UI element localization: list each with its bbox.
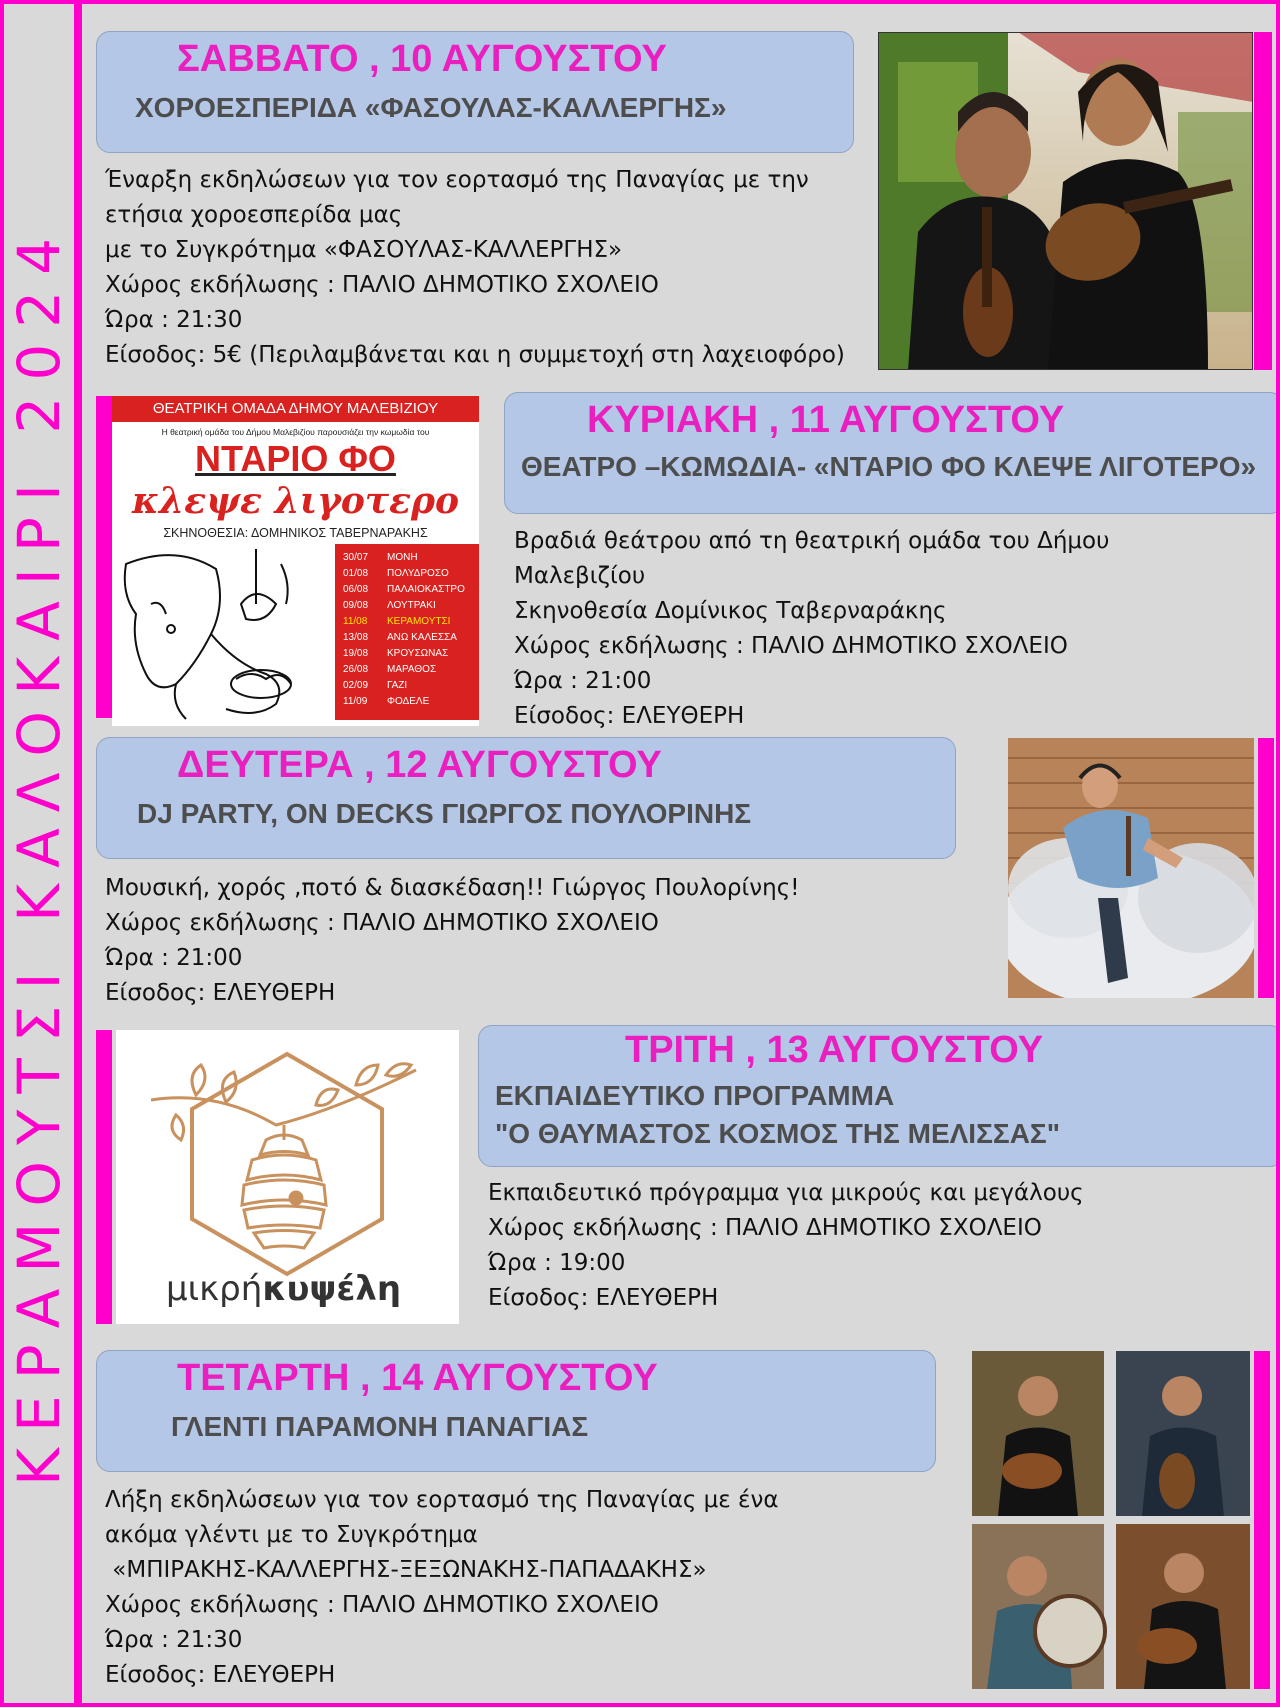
event-3-date: ΔΕΥΤΕΡΑ , 12 ΑΥΓΟΥΣΤΟΥ (177, 744, 662, 786)
side-divider (74, 4, 82, 1703)
side-title-panel (4, 4, 74, 1703)
event-5-detail-line: «ΜΠΙΡΑΚΗΣ-ΚΑΛΛΕΡΓΗΣ-ΞΕΞΩΝΑΚΗΣ-ΠΑΠΑΔΑΚΗΣ» (105, 1557, 707, 1583)
poster-header: ΘΕΑΤΡΙΚΗ ΟΜΑΔΑ ΔΗΜΟΥ ΜΑΛΕΒΙΖΙΟΥ (112, 396, 479, 422)
event-5-date: ΤΕΤΑΡΤΗ , 14 ΑΥΓΟΥΣΤΟΥ (177, 1357, 658, 1399)
event-5-title: ΓΛΕΝΤΙ ΠΑΡΑΜΟΝΗ ΠΑΝΑΓΙΑΣ (171, 1411, 589, 1442)
poster-schedule-place: ΜΟΝΗ (387, 552, 418, 563)
poster-schedule-row (335, 582, 479, 598)
event-3-title: DJ PARTY, ON DECKS ΓΙΩΡΓΟΣ ΠΟΥΛΟΡΙΝΗΣ (137, 798, 752, 829)
event-1-date: ΣΑΒΒΑΤΟ , 10 ΑΥΓΟΥΣΤΟΥ (177, 38, 667, 80)
poster-schedule-row (335, 598, 479, 614)
event-1-detail-line: ετήσια χοροεσπερίδα μας (105, 202, 403, 228)
event-2-date: ΚΥΡΙΑΚΗ , 11 ΑΥΓΟΥΣΤΟΥ (587, 399, 1065, 441)
event-1-detail-line: Ώρα : 21:30 (105, 307, 243, 333)
poster-title-line1: ΝΤΑΡΙΟ ΦΟ (195, 438, 396, 479)
poster-schedule-row (335, 662, 479, 678)
poster-schedule-date: 09/08 (343, 600, 369, 611)
event-2-detail-line: Μαλεβιζίου (514, 563, 646, 589)
event-5-accent-strip (1254, 1351, 1270, 1689)
poster-schedule-place: ΠΑΛΑΙΟΚΑΣΤΡΟ (387, 584, 465, 595)
event-5-detail-line: Ώρα : 21:30 (105, 1627, 243, 1653)
event-4-banner (478, 1025, 1280, 1167)
event-4-title-line1: ΕΚΠΑΙΔΕΥΤΙΚΟ ΠΡΟΓΡΑΜΜΑ (495, 1080, 895, 1111)
side-title: ΚΕΡΑΜΟΥΤΣΙ ΚΑΛΟΚΑΙΡΙ 2024 (5, 221, 73, 1487)
poster-schedule-date: 19/08 (343, 648, 369, 659)
poster-schedule-place: ΛΟΥΤΡΑΚΙ (387, 600, 436, 611)
event-2-detail-line: Ώρα : 21:00 (514, 668, 652, 694)
event-3-detail-line: Ώρα : 21:00 (105, 945, 243, 971)
poster-schedule-place: ΠΟΛΥΔΡΟΣΟ (387, 568, 449, 579)
poster-schedule-row (335, 646, 479, 662)
poster-schedule-place: ΜΑΡΑΘΟΣ (387, 664, 437, 675)
poster-intro: Η θεατρική ομάδα του Δήμου Μαλεβιζίου παρουσιάζει την κωμωδία του (161, 427, 430, 437)
poster-schedule-row (335, 614, 479, 630)
poster-schedule-row (335, 566, 479, 582)
poster-schedule-row (335, 550, 479, 566)
event-3-detail-line: Μουσική, χορός ,ποτό & διασκέδαση!! Γιώργος Πουλορίνης! (105, 875, 800, 901)
event-5-details (105, 1483, 779, 1693)
event-1-detail-line: Είσοδος: 5€ (Περιλαμβάνεται και η συμμετοχή στη λαχειοφόρο) (105, 342, 845, 368)
event-1-accent-strip (1254, 32, 1272, 370)
event-2-banner (504, 392, 1280, 514)
event-1-detail-line: Έναρξη εκδηλώσεων για τον εορτασμό της Παναγίας με την (105, 167, 809, 193)
event-1-detail-line: Χώρος εκδήλωσης : ΠΑΛΙΟ ΔΗΜΟΤΙΚΟ ΣΧΟΛΕΙΟ (105, 272, 659, 298)
poster-illustration (116, 544, 326, 724)
event-1-banner (96, 31, 854, 153)
event-1-detail-line: με το Συγκρότημα «ΦΑΣΟΥΛΑΣ-ΚΑΛΛΕΡΓΗΣ» (105, 237, 623, 263)
event-3-dj-photo (1008, 738, 1254, 998)
event-3-accent-strip (1258, 738, 1274, 998)
bee-logo-text: μικρήκυψέλη (166, 1269, 402, 1309)
poster-schedule-place: ΚΡΟΥΣΩΝΑΣ (387, 648, 449, 659)
event-2-detail-line: Σκηνοθεσία Δομίνικος Ταβερναράκης (514, 598, 947, 624)
event-2-details (514, 524, 1109, 734)
poster-schedule (335, 544, 479, 720)
poster-schedule-date: 11/08 (343, 616, 368, 627)
event-1-title: ΧΟΡΟΕΣΠΕΡΙΔΑ «ΦΑΣΟΥΛΑΣ-ΚΑΛΛΕΡΓΗΣ» (135, 92, 727, 123)
event-4-title-line2: "Ο ΘΑΥΜΑΣΤΟΣ ΚΟΣΜΟΣ ΤΗΣ ΜΕΛΙΣΣΑΣ" (495, 1118, 1060, 1149)
poster-schedule-date: 11/09 (343, 696, 368, 707)
event-2-detail-line: Χώρος εκδήλωσης : ΠΑΛΙΟ ΔΗΜΟΤΙΚΟ ΣΧΟΛΕΙΟ (514, 633, 1068, 659)
event-5-detail-line: ακόμα γλέντι με το Συγκρότημα (105, 1522, 478, 1548)
event-4-accent-strip (96, 1030, 112, 1324)
bee-logo (116, 1030, 459, 1324)
poster-director: ΣΚΗΝΟΘΕΣΙΑ: ΔΟΜΗΝΙΚΟΣ ΤΑΒΕΡΝΑΡΑΚΗΣ (163, 526, 428, 540)
event-3-detail-line: Χώρος εκδήλωσης : ΠΑΛΙΟ ΔΗΜΟΤΙΚΟ ΣΧΟΛΕΙΟ (105, 910, 659, 936)
event-3-details (105, 871, 799, 1011)
event-2-detail-line: Είσοδος: ΕΛΕΥΘΕΡΗ (514, 703, 745, 729)
event-5-banner (96, 1350, 936, 1472)
event-2-detail-line: Βραδιά θεάτρου από τη θεατρική ομάδα του Δήμου (514, 528, 1110, 554)
poster-schedule-date: 01/08 (343, 568, 369, 579)
event-3-banner (96, 737, 956, 859)
event-4-detail-line: Εκπαιδευτικό πρόγραμμα για μικρούς και μεγάλους (488, 1180, 1084, 1206)
event-2-accent-strip (96, 396, 112, 718)
poster-schedule-date: 06/08 (343, 584, 369, 595)
poster-schedule-place: ΓΑΖΙ (387, 680, 408, 691)
poster-schedule-rows (335, 550, 479, 710)
poster-schedule-date: 02/09 (343, 680, 369, 691)
event-1-details (105, 163, 845, 373)
poster-schedule-row (335, 678, 479, 694)
event-3-detail-line: Είσοδος: ΕΛΕΥΘΕΡΗ (105, 980, 336, 1006)
event-5-detail-line: Είσοδος: ΕΛΕΥΘΕΡΗ (105, 1662, 336, 1688)
poster-schedule-date: 13/08 (343, 632, 369, 643)
poster-schedule-date: 30/07 (343, 552, 369, 563)
poster-schedule-place: ΑΝΩ ΚΑΛΕΣΣΑ (387, 632, 457, 643)
event-4-details (488, 1176, 1084, 1316)
event-4-date: ΤΡΙΤΗ , 13 ΑΥΓΟΥΣΤΟΥ (625, 1029, 1044, 1071)
poster-title-line2: κλεψε λιγοτερο (132, 480, 459, 522)
poster-schedule-place: ΦΟΔΕΛΕ (387, 696, 430, 707)
event-4-detail-line: Είσοδος: ΕΛΕΥΘΕΡΗ (488, 1285, 719, 1311)
event-5-musician-photos (972, 1351, 1250, 1689)
event-2-title: ΘΕΑΤΡΟ –ΚΩΜΩΔΙΑ- «ΝΤΑΡΙΟ ΦΟ ΚΛΕΨΕ ΛΙΓΟΤΕΡΟ» (521, 451, 1257, 482)
event-4-detail-line: Χώρος εκδήλωσης : ΠΑΛΙΟ ΔΗΜΟΤΙΚΟ ΣΧΟΛΕΙΟ (488, 1215, 1042, 1241)
poster-schedule-date: 26/08 (343, 664, 369, 675)
event-4-detail-line: Ώρα : 19:00 (488, 1250, 626, 1276)
event-5-detail-line: Χώρος εκδήλωσης : ΠΑΛΙΟ ΔΗΜΟΤΙΚΟ ΣΧΟΛΕΙΟ (105, 1592, 659, 1618)
poster-schedule-place: ΚΕΡΑΜΟΥΤΣΙ (387, 616, 451, 627)
poster-schedule-row (335, 694, 479, 710)
event-1-band-photo (878, 32, 1253, 370)
poster-schedule-row (335, 630, 479, 646)
theater-poster (112, 396, 479, 726)
event-5-detail-line: Λήξη εκδηλώσεων για τον εορτασμό της Παναγίας με ένα (105, 1487, 779, 1513)
